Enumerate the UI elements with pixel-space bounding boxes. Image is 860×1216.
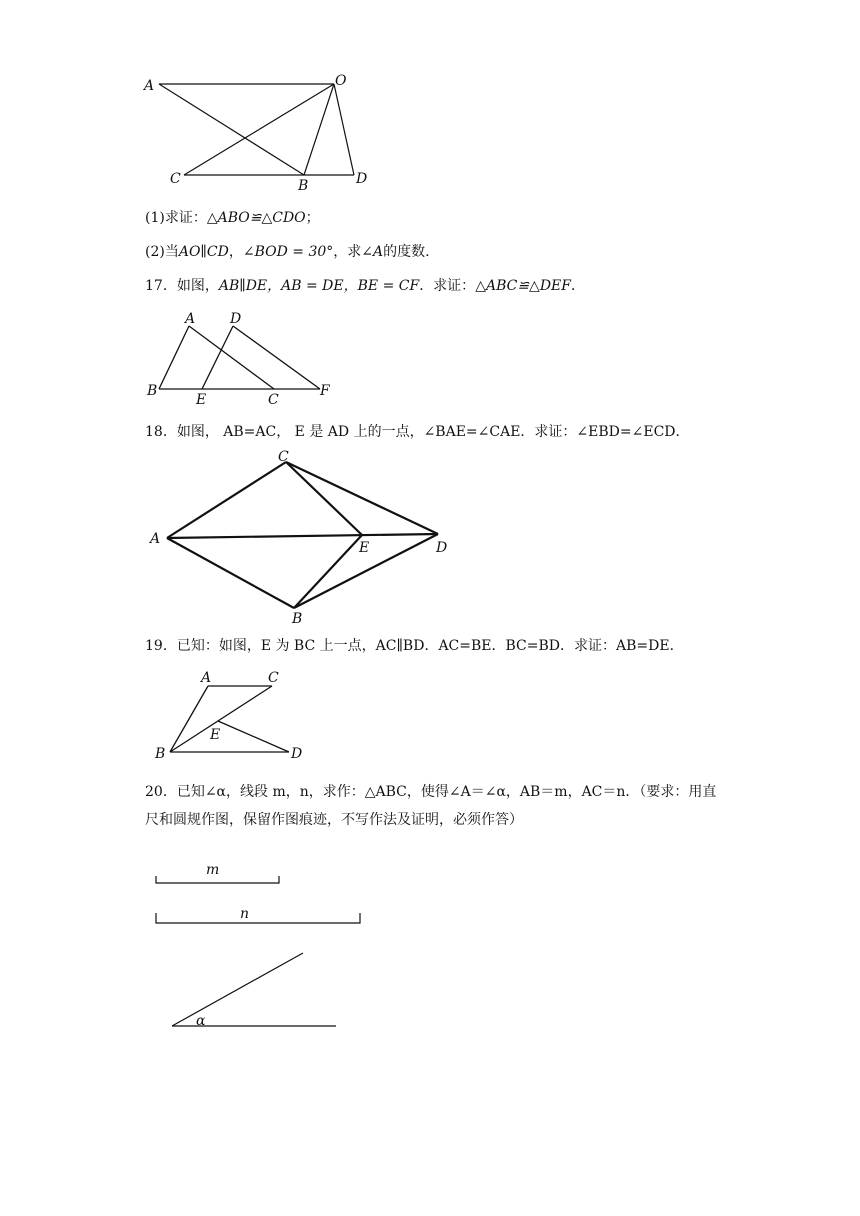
point-label-a: A [150,531,161,547]
point-label-c: C [170,171,181,187]
segment-CO [184,84,334,175]
segment-DF [233,326,320,389]
point-label-e: E [210,727,221,743]
segment-n [156,913,360,923]
segment-OD [334,84,354,175]
point-label-f: F [320,383,330,399]
point-label-b: B [298,178,309,194]
point-label-b: B [292,611,303,627]
q16-part2: (2)当AO∥CD，∠BOD = 30°，求∠A的度数. [145,244,430,260]
label-n: n [240,906,250,922]
point-label-e: E [359,540,370,556]
figure-q16 [140,70,380,195]
point-label-e: E [196,392,207,408]
segment-BC [170,686,272,752]
q20-text: 20．已知∠α，线段 m，n，求作：△ABC，使得∠A＝∠α，AB＝m，AC＝n．（要求：用直尺和圆规作图，保留作图痕迹，不写作法及证明，必须作答） [145,784,717,828]
segment-AB [159,84,304,175]
q17-text: 17．如图，AB∥DE，AB = DE，BE = CF．求证：△ABC≌△DEF． [145,278,585,294]
q16-part1: (1)求证：△ABO≌△CDO； [145,210,320,226]
figure-q17 [140,308,340,408]
point-label-c: C [268,392,279,408]
segment-ED [218,721,289,752]
segment-AB [167,538,294,608]
figure-q20 [150,855,370,1040]
segment-AC [167,462,286,538]
segment-AB [170,686,208,752]
segment-CD [286,462,438,534]
point-label-d: D [356,171,368,187]
point-label-d: D [230,311,242,327]
point-label-b: B [155,746,166,762]
point-label-d: D [436,540,448,556]
point-label-c: C [268,670,279,686]
segment-AB [159,326,189,389]
segment-BE [294,535,362,608]
point-label-a: A [185,311,196,327]
label-m: m [206,862,220,878]
segment-CE [286,462,362,535]
segment-BO [304,84,334,175]
figure-q18 [140,448,460,628]
point-label-a: A [144,78,155,94]
segment-AC [189,326,274,389]
q19-text: 19．已知：如图，E 为 BC 上一点，AC∥BD．AC=BE．BC=BD．求证：AB=DE． [145,638,684,654]
angle-alpha-slanted-ray [172,953,303,1026]
point-label-a: A [201,670,212,686]
point-label-d: D [291,746,303,762]
point-label-c: C [278,449,289,465]
segment-AD [167,534,438,538]
label-alpha: α [196,1013,206,1029]
point-label-b: B [147,383,158,399]
segment-DE [202,326,233,389]
q16-part1-math: △ABO≌△CDO [206,210,306,226]
q18-text: 18．如图， AB=AC， E 是 AD 上的一点，∠BAE=∠CAE．求证：∠EBD=∠ECD． [145,424,690,440]
point-label-o: O [335,73,347,89]
figure-q19 [150,668,320,763]
